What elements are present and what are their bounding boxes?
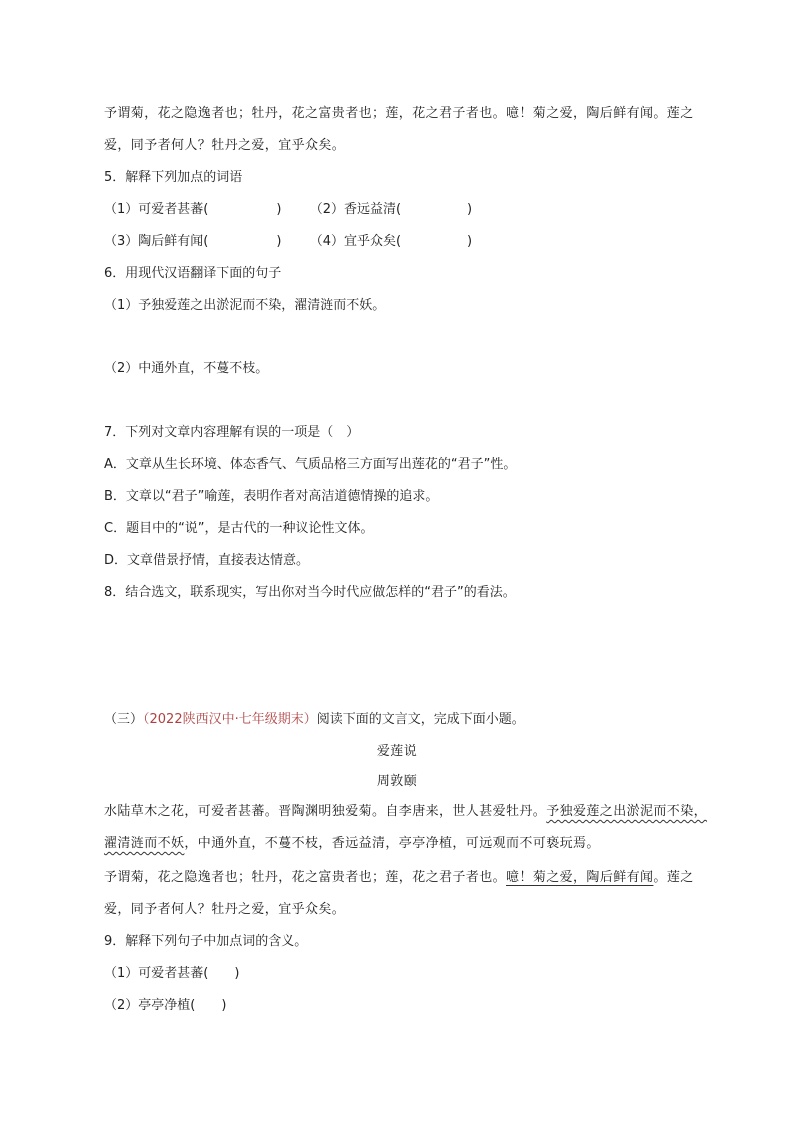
wavy-underlined-text: 濯清涟而不妖	[104, 836, 185, 851]
q5-item-1: （1）可爱者甚蕃(	[104, 202, 209, 217]
question-6-sentence-1: （1）予独爱莲之出淤泥而不染，濯清涟而不妖。	[104, 298, 386, 313]
passage-line: 爱，同予者何人？牡丹之爱，宜乎众矣。	[104, 902, 346, 917]
question-9-sentence-2: （2）亭亭净植( )	[104, 998, 227, 1013]
section-3-heading	[104, 708, 525, 727]
q5-item-4: （4）宜乎众矣(	[309, 234, 402, 249]
passage-line: 爱，同予者何人？牡丹之爱，宜乎众矣。	[104, 138, 346, 153]
option-b[interactable]: B．文章以“君子”喻莲，表明作者对高洁道德情操的追求。	[104, 489, 439, 504]
question-7-stem: 7．下列对文章内容理解有误的一项是（ ）	[104, 425, 360, 440]
option-a[interactable]: A．文章从生长环境、体态香气、气质品格三方面写出莲花的“君子”性。	[104, 457, 517, 472]
question-5-stem: 5．解释下列加点的词语	[104, 170, 243, 185]
q5-item-2: （2）香远益清(	[309, 202, 402, 217]
section-instruction: 阅读下面的文言文，完成下面小题。	[316, 712, 525, 727]
section-prefix: （三）	[104, 712, 144, 727]
underlined-text: 噫！菊之爱，陶后鲜有闻	[506, 870, 654, 885]
wavy-underlined-text: 予独爱莲之出淤泥而不染，	[546, 804, 708, 819]
question-8-stem: 8．结合选文，联系现实，写出你对当今时代应做怎样的“君子”的看法。	[104, 585, 516, 600]
option-d[interactable]: D．文章借景抒情，直接表达情意。	[104, 553, 310, 568]
question-9-sentence-1: （1）可爱者甚蕃( )	[104, 966, 240, 981]
passage-line: 予谓菊，花之隐逸者也；牡丹，花之富贵者也；莲，花之君子者也。噫！菊之爱，陶后鲜有闻。莲之	[104, 870, 694, 885]
passage-line: 予谓菊，花之隐逸者也；牡丹，花之富贵者也；莲，花之君子者也。噫！菊之爱，陶后鲜有闻。莲之	[104, 106, 694, 121]
paren-close: )	[276, 202, 282, 217]
passage-title: 爱莲说	[376, 744, 418, 759]
question-5-row	[104, 198, 472, 217]
passage-line: 水陆草木之花，可爱者甚蕃。晋陶渊明独爱菊。自李唐来，世人甚爱牡丹。予独爱莲之出淤泥而不染，	[104, 804, 708, 819]
passage-author: 周敦颐	[376, 774, 418, 789]
option-c[interactable]: C．题目中的“说”，是古代的一种议论性文体。	[104, 521, 374, 536]
passage-line: 濯清涟而不妖，中通外直，不蔓不枝，香远益清，亭亭净植，可远观而不可亵玩焉。	[104, 836, 600, 851]
question-5-row	[104, 230, 472, 249]
paren-close: )	[276, 234, 282, 249]
q5-item-3: （3）陶后鲜有闻(	[104, 234, 209, 249]
paren-close: )	[467, 202, 473, 217]
question-6-stem: 6．用现代汉语翻译下面的句子	[104, 266, 282, 281]
section-source[interactable]: （2022陕西汉中·七年级期末）	[143, 712, 317, 727]
paren-close: )	[467, 234, 473, 249]
question-6-sentence-2: （2）中通外直，不蔓不枝。	[104, 361, 269, 376]
question-9-stem: 9．解释下列句子中加点词的含义。	[104, 934, 308, 949]
